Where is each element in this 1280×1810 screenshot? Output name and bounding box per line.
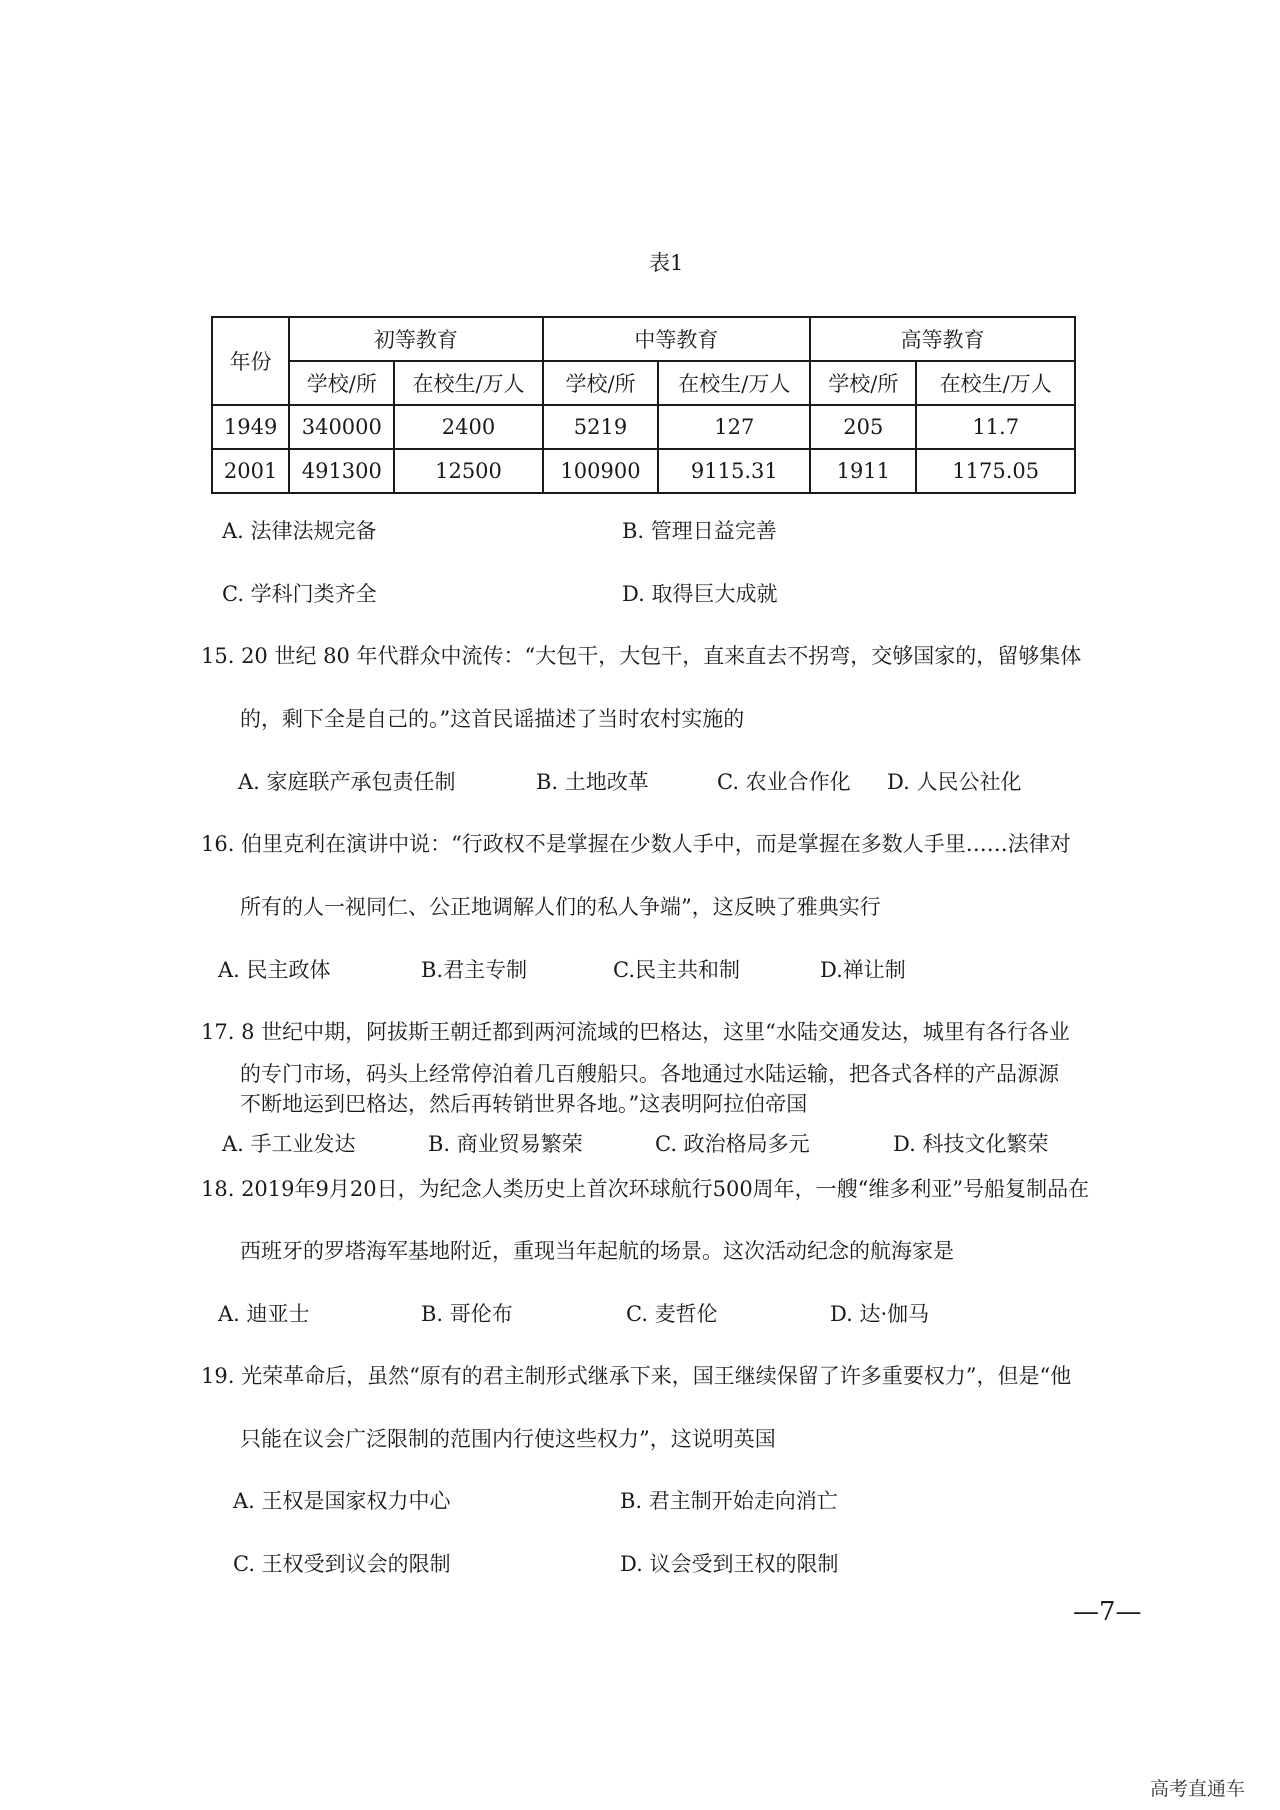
q18-option-d: D. 达·伽马 (830, 1302, 930, 1326)
q15-stem-line1: 15. 20 世纪 80 年代群众中流传：“大包干，大包干，直来直去不拐弯，交够国家的，留够集体 (201, 644, 1082, 668)
table-cell: 11.7 (916, 405, 1075, 449)
group-header: 中等教育 (543, 317, 811, 361)
sub-header: 在校生/万人 (916, 361, 1075, 405)
table-row (212, 449, 1075, 493)
sub-header: 在校生/万人 (658, 361, 810, 405)
table-cell: 205 (810, 405, 916, 449)
q18-stem-line2: 西班牙的罗塔海军基地附近，重现当年起航的场景。这次活动纪念的航海家是 (240, 1239, 954, 1263)
group-header: 高等教育 (810, 317, 1075, 361)
year-header: 年份 (212, 317, 289, 405)
q14-option-a: A. 法律法规完备 (222, 519, 377, 543)
q19-option-b: B. 君主制开始走向消亡 (620, 1489, 838, 1513)
table-cell: 1949 (212, 405, 289, 449)
table-cell: 12500 (394, 449, 542, 493)
q14-option-b: B. 管理日益完善 (622, 519, 777, 543)
q15-option-b: B. 土地改革 (536, 770, 649, 794)
q16-stem-line1: 16. 伯里克利在演讲中说：“行政权不是掌握在少数人手中，而是掌握在多数人手里……法律对 (201, 832, 1071, 856)
q19-stem-line1: 19. 光荣革命后，虽然“原有的君主制形式继承下来，国王继续保留了许多重要权力”，但是“他 (201, 1364, 1072, 1388)
q15-option-a: A. 家庭联产承包责任制 (238, 770, 456, 794)
q18-option-a: A. 迪亚士 (218, 1302, 310, 1326)
q16-option-b: B.君主专制 (421, 958, 528, 982)
q17-option-b: B. 商业贸易繁荣 (428, 1132, 583, 1156)
sub-header: 学校/所 (543, 361, 659, 405)
education-table (211, 316, 1076, 494)
table-cell: 1175.05 (916, 449, 1075, 493)
table-row (212, 405, 1075, 449)
q16-option-d: D.禅让制 (820, 958, 906, 982)
page-number: —7— (1073, 1597, 1142, 1627)
q18-option-b: B. 哥伦布 (421, 1302, 513, 1326)
table-cell: 491300 (289, 449, 394, 493)
sub-header: 学校/所 (810, 361, 916, 405)
q15-option-d: D. 人民公社化 (887, 770, 1022, 794)
q18-stem-line1: 18. 2019年9月20日，为纪念人类历史上首次环球航行500周年，一艘“维多利亚”号船复制品在 (201, 1177, 1090, 1201)
q19-option-c: C. 王权受到议会的限制 (233, 1552, 451, 1576)
q17-stem-line3: 不断地运到巴格达，然后再转销世界各地。”这表明阿拉伯帝国 (240, 1092, 808, 1116)
q19-option-d: D. 议会受到王权的限制 (620, 1552, 839, 1576)
table-cell: 100900 (543, 449, 659, 493)
q17-stem-line2: 的专门市场，码头上经常停泊着几百艘船只。各地通过水陆运输，把各式各样的产品源源 (240, 1062, 1059, 1086)
table-cell: 2001 (212, 449, 289, 493)
q17-stem-line1: 17. 8 世纪中期，阿拔斯王朝迁都到两河流域的巴格达，这里“水陆交通发达，城里有各行各业 (201, 1020, 1070, 1044)
table-cell: 2400 (394, 405, 542, 449)
table-cell: 5219 (543, 405, 659, 449)
watermark: 高考直通车 (1150, 1778, 1246, 1800)
q16-stem-line2: 所有的人一视同仁、公正地调解人们的私人争端”，这反映了雅典实行 (240, 895, 881, 919)
table-cell: 127 (658, 405, 810, 449)
sub-header: 在校生/万人 (394, 361, 542, 405)
table-caption: 表1 (649, 251, 684, 275)
sub-header: 学校/所 (289, 361, 394, 405)
q16-option-a: A. 民主政体 (218, 958, 331, 982)
q19-option-a: A. 王权是国家权力中心 (233, 1489, 451, 1513)
q16-option-c: C.民主共和制 (613, 958, 740, 982)
group-header: 初等教育 (289, 317, 542, 361)
q17-option-c: C. 政治格局多元 (655, 1132, 810, 1156)
q14-option-d: D. 取得巨大成就 (622, 582, 778, 606)
q17-option-a: A. 手工业发达 (222, 1132, 356, 1156)
q19-stem-line2: 只能在议会广泛限制的范围内行使这些权力”，这说明英国 (240, 1427, 776, 1451)
q18-option-c: C. 麦哲伦 (626, 1302, 718, 1326)
table-cell: 9115.31 (658, 449, 810, 493)
table-cell: 1911 (810, 449, 916, 493)
q14-option-c: C. 学科门类齐全 (222, 582, 377, 606)
q17-option-d: D. 科技文化繁荣 (893, 1132, 1049, 1156)
q15-option-c: C. 农业合作化 (717, 770, 851, 794)
table-cell: 340000 (289, 405, 394, 449)
q15-stem-line2: 的，剩下全是自己的。”这首民谣描述了当时农村实施的 (240, 707, 745, 731)
